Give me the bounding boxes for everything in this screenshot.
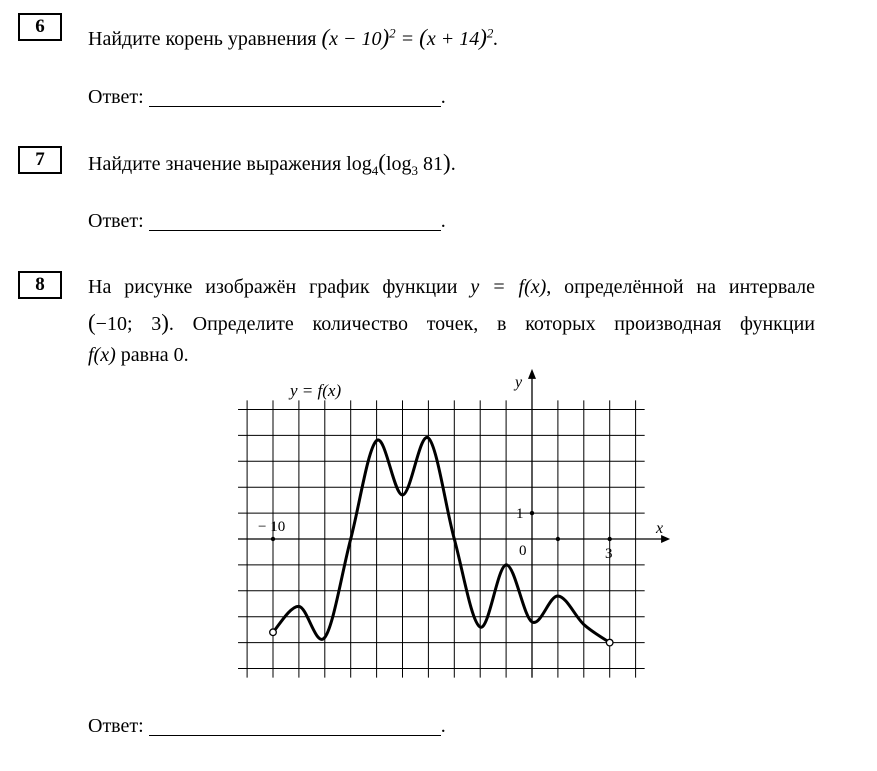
log-outer: log <box>346 153 372 175</box>
task-8-answer: Ответ: . <box>88 715 446 737</box>
answer-label: Ответ: <box>88 86 144 108</box>
task-8-text-2: , определённой на интервале <box>546 276 816 298</box>
task-8-text-4: равна 0. <box>120 344 189 366</box>
task-number-6: 6 <box>18 13 62 41</box>
task-8-line-2: (−10; 3). Определите количество точек, в которых производная функции <box>88 310 816 335</box>
tick-mark <box>271 537 275 541</box>
function-name: f(x) <box>88 344 116 366</box>
task-6-text: Найдите корень уравнения <box>88 28 317 50</box>
x-axis-label: x <box>656 520 664 537</box>
task-7-text: Найдите значение выражения <box>88 153 342 175</box>
function-notation: y = f(x) <box>470 276 547 298</box>
task-7-answer: Ответ: . <box>88 210 446 232</box>
eq-left-exp: 2 <box>389 25 396 41</box>
y-axis-arrow <box>528 369 536 379</box>
y-axis-label: y <box>515 374 523 391</box>
interval: −10; 3 <box>95 313 162 335</box>
task-6-answer: Ответ: . <box>88 86 446 108</box>
answer-label: Ответ: <box>88 210 144 232</box>
task-8-text-3: . Определите количество точек, в которых производная функции <box>168 313 816 335</box>
task-number-8: 8 <box>18 271 62 299</box>
graph-title: y = f(x) <box>290 381 342 400</box>
tick-label-y-one: 1 <box>516 506 524 522</box>
tick-mark <box>608 537 612 541</box>
eq-right-exp: 2 <box>486 25 494 41</box>
task-7-expression: $\log_4(\log_3$ 81). <box>346 150 456 178</box>
open-endpoint <box>270 629 277 636</box>
answer-field-8[interactable] <box>149 715 441 736</box>
task-8-text-1: На рисунке изображён график функции <box>88 276 458 298</box>
answer-label: Ответ: <box>88 715 144 737</box>
tick-label-x-min: − 10 <box>258 519 286 535</box>
log-inner-base: 3 <box>411 163 419 178</box>
eq-left-base: x − 10 <box>329 28 382 50</box>
log-inner: log <box>385 153 412 175</box>
task-number-7: 7 <box>18 146 62 174</box>
log-outer-base: 4 <box>371 163 379 178</box>
task-6-equation: $(x - 10)^2 = (x + 14)^2$. <box>321 25 499 50</box>
eq-right-base: x + 14 <box>426 28 480 50</box>
tick-label-origin: 0 <box>519 543 527 559</box>
log-inner-arg: 81 <box>423 153 444 175</box>
tick-label-x-max: 3 <box>605 546 613 562</box>
curve-layer <box>270 437 613 645</box>
tick-mark <box>556 537 560 541</box>
open-endpoint <box>606 639 613 646</box>
tick-mark <box>530 511 534 515</box>
